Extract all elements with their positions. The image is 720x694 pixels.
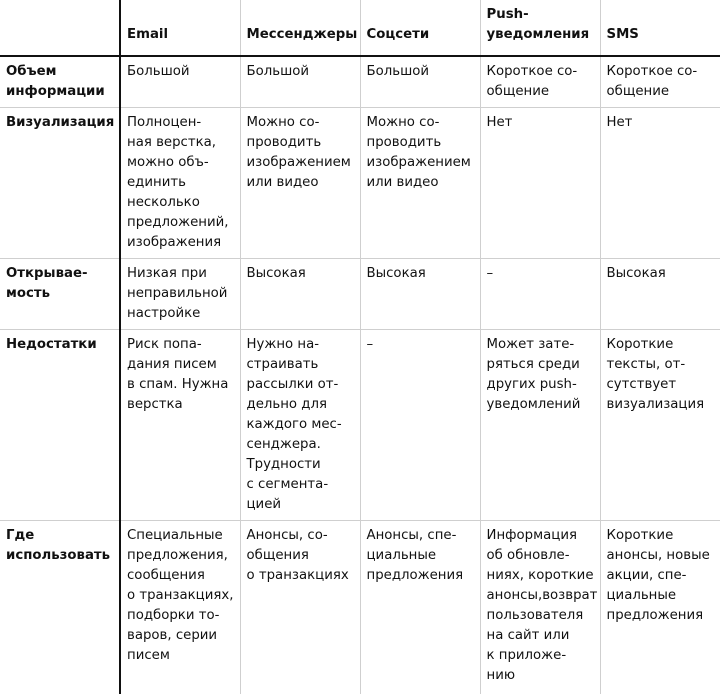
column-header-sms: SMS bbox=[600, 0, 720, 56]
row-header-drawbacks: Недостатки bbox=[0, 329, 120, 520]
table-cell: Можно со- проводить изображением или видео bbox=[240, 107, 360, 258]
table-cell: Короткое со- общение bbox=[480, 56, 600, 107]
table-cell: – bbox=[480, 258, 600, 329]
table-cell: Может зате- ряться среди других push- уведомлений bbox=[480, 329, 600, 520]
row-header-where-to-use: Где использовать bbox=[6, 527, 111, 563]
table-cell: Высокая bbox=[240, 258, 360, 329]
table-row bbox=[0, 258, 720, 329]
table-cell: Высокая bbox=[600, 258, 720, 329]
table-cell: Большой bbox=[360, 56, 480, 107]
table-cell: Короткое со- общение bbox=[600, 56, 720, 107]
table-cell: Большой bbox=[120, 56, 240, 107]
column-header-email: Email bbox=[120, 0, 240, 56]
row-header-open-rate: Открывае- мость bbox=[0, 258, 120, 329]
table-row bbox=[0, 56, 720, 107]
table-cell: Большой bbox=[240, 56, 360, 107]
table-header-row bbox=[0, 0, 720, 56]
row-header-visualization: Визуализация bbox=[0, 107, 120, 258]
table-cell: Короткие тексты, от- сутствует визуализация bbox=[600, 329, 720, 520]
table-cell: Нужно на- страивать рассылки от- дельно для каждого мес- сенджера. Трудности с сегмента- цией bbox=[240, 329, 360, 520]
table-cell: Анонсы, спе- циальные предложения bbox=[360, 520, 480, 694]
column-header-social: Соцсети bbox=[360, 0, 480, 56]
column-header-push: Push- уведомления bbox=[480, 0, 600, 56]
table-cell: Специальные предложения, сообщения о транзакциях, подборки то- варов, серии писем bbox=[120, 520, 240, 694]
row-header-volume: Объем информации bbox=[0, 56, 120, 107]
corner-cell bbox=[0, 0, 120, 56]
column-header-messengers: Мессенджеры bbox=[240, 0, 360, 56]
table-cell: – bbox=[360, 329, 480, 520]
table-cell: Низкая при неправильной настройке bbox=[120, 258, 240, 329]
table-row bbox=[0, 107, 720, 258]
table-cell: Короткие анонсы, новые акции, спе- циальные предложения bbox=[600, 520, 720, 694]
table-row bbox=[0, 520, 720, 694]
table-cell: Полноцен- ная верстка, можно объ- единить несколько предложений, изображения bbox=[120, 107, 240, 258]
table-cell: Риск попа- дания писем в спам. Нужна верстка bbox=[120, 329, 240, 520]
table-cell: Высокая bbox=[360, 258, 480, 329]
table-cell: Анонсы, со- общения о транзакциях bbox=[240, 520, 360, 694]
table-cell: Нет bbox=[480, 107, 600, 258]
table-cell: Информация об обновле- ниях, короткие анонсы,возврат пользователя на сайт или к приложе- нию bbox=[480, 520, 600, 694]
table-cell: Можно со- проводить изображением или видео bbox=[360, 107, 480, 258]
table-cell: Нет bbox=[600, 107, 720, 258]
table-row bbox=[0, 329, 720, 520]
